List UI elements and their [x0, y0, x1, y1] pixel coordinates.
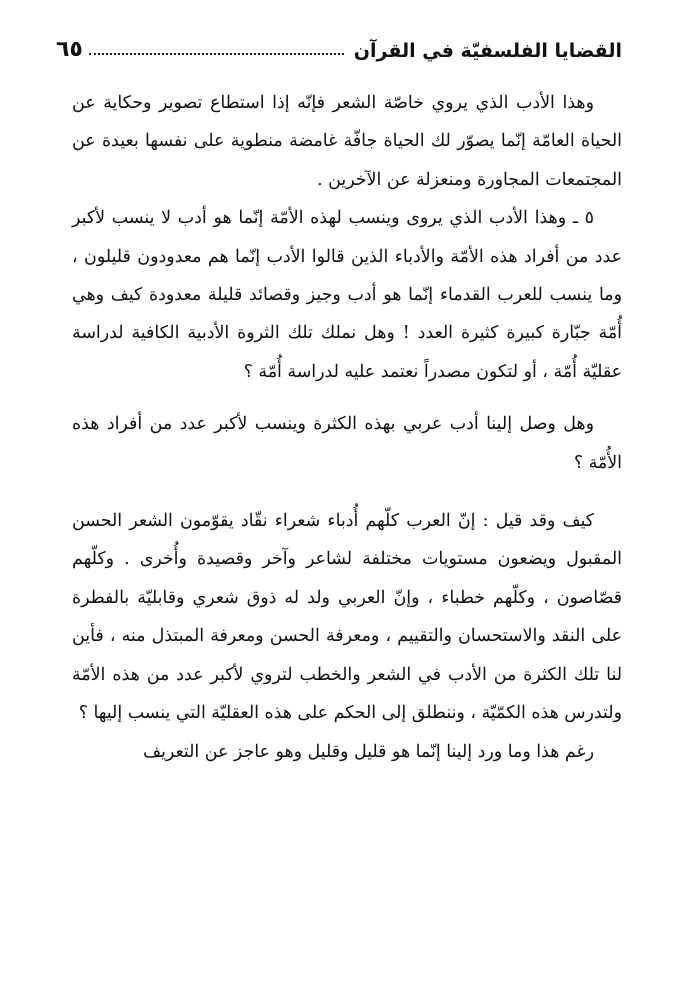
page-body [72, 84, 622, 771]
paragraph-5: رغم هذا وما ورد إلينا إنّما هو قليل وقليل وهو عاجز عن التعريف [143, 741, 594, 762]
paragraph-1: وهذا الأدب الذي يروي خاصّة الشعر فإنّه إذا استطاع تصوير وحكاية عن الحياة العامّة إنّما يصوّر لك الحياة جافّة غامضة منطوية على نفسها بعيدة عن المجتمعات المجاورة ومنعزلة عن الآخرين . [72, 93, 622, 190]
paragraph-2: ٥ ـ وهذا الأدب الذي يروى وينسب لهذه الأمّة إنّما هو أدب لا ينسب لأكبر عدد من أفراد هذه الأمّة والأدباء الذين قالوا الأدب إنّما هم معدودون قليلون ، وما ينسب للعرب القدماء إنّما هو أدب وجيز وقصائد قليلة معدودة كيف وهي أُمّة جبّارة كبيرة كثيرة العدد ! وهل نملك تلك الثروة الأدبية الكافية لدراسة عقليّة أُمّة ، أو لتكون مصدراً نعتمد عليه لدراسة أُمّة ؟ [72, 208, 622, 382]
paragraph-3: وهل وصل إلينا أدب عربي بهذه الكثرة وينسب لأكبر عدد من أفراد هذه الأُمّة ؟ [72, 414, 622, 473]
running-header [56, 28, 622, 62]
page-number: ٦٥ [56, 37, 83, 62]
running-title: القضايا الفلسفيّة في القرآن [353, 40, 622, 62]
header-dot-leader [89, 53, 344, 55]
paragraph-4: كيف وقد قيل : إنّ العرب كلّهم أُدباء شعراء نقّاد يقوّمون الشعر الحسن المقبول ويضعون مستويات مختلفة لشاعر وآخر وقصيدة وأُخرى . وكلّهم قصّاصون ، وكلّهم خطباء ، وإنّ العربي ولد له ذوق شعري وقابليّة بالفطرة على النقد والاستحسان والتقييم ، ومعرفة الحسن ومعرفة المبتذل منه ، فأين لنا تلك الكثرة من الأدب في الشعر والخطب لتروي لأكبر عدد من هذه الأمّة ولتدرس هذه الكمّيّة ، وننطلق إلى الحكم على هذه العقليّة التي ينسب إليها ؟ [72, 511, 622, 724]
